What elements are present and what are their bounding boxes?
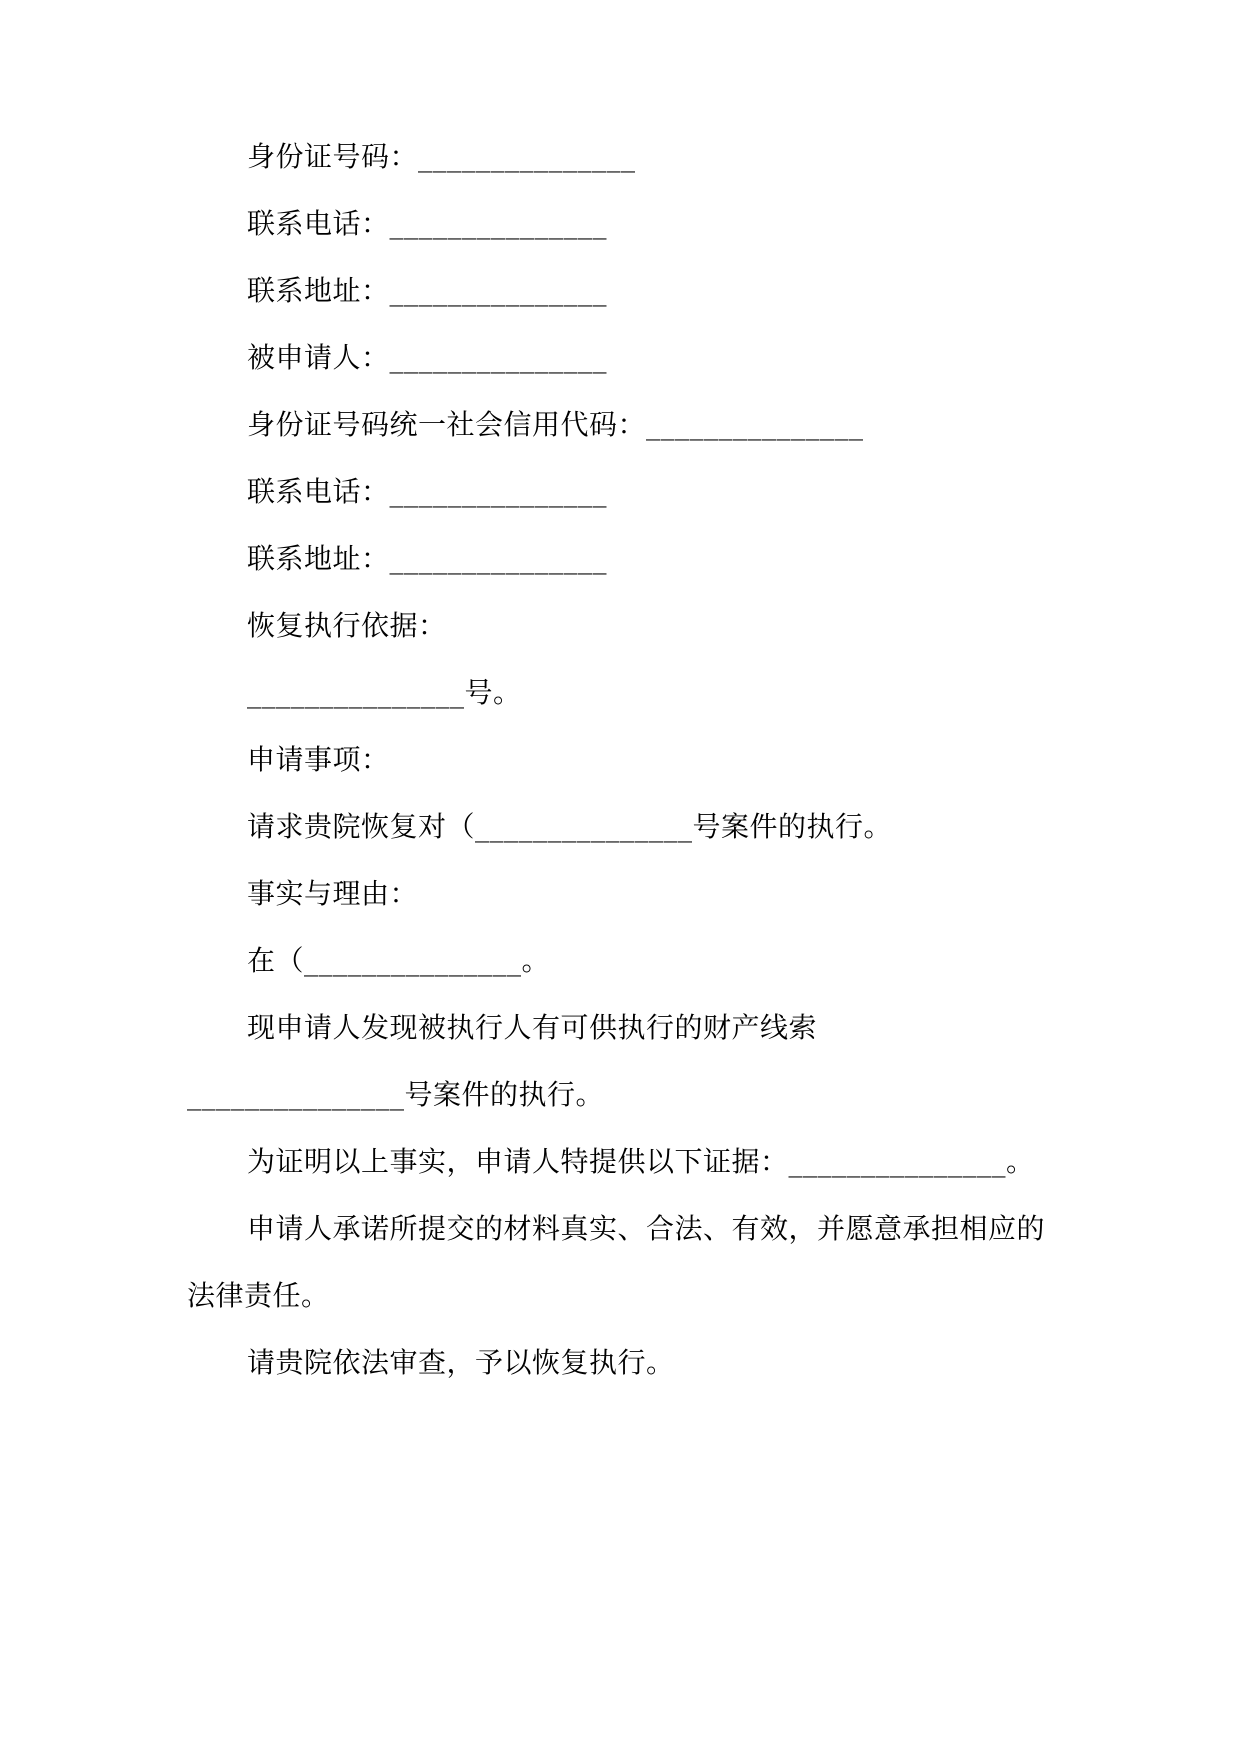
evidence-statement-line: 为证明以上事实，申请人特提供以下证据：_______________。 (247, 1145, 1035, 1178)
execution-basis-heading: 恢复执行依据： (247, 609, 447, 642)
facts-paragraph-2-line-1: 现申请人发现被执行人有可供执行的财产线索 (247, 1011, 818, 1044)
request-items-heading: 申请事项： (247, 743, 390, 776)
facts-paragraph-2-line-2: _______________号案件的执行。 (187, 1078, 605, 1111)
applicant-phone-line: 联系电话：_______________ (247, 207, 608, 240)
facts-paragraph-1: 在（_______________。 (247, 944, 551, 977)
respondent-address-line: 联系地址：_______________ (247, 542, 608, 575)
applicant-id-number-line: 身份证号码：_______________ (247, 140, 636, 173)
facts-reasons-heading: 事实与理由： (247, 877, 419, 910)
respondent-phone-line: 联系电话：_______________ (247, 475, 608, 508)
request-items-text: 请求贵院恢复对（_______________号案件的执行。 (247, 810, 893, 843)
respondent-id-credit-code-line: 身份证号码统一社会信用代码：_______________ (247, 408, 864, 441)
closing-request-line: 请贵院依法审查，予以恢复执行。 (247, 1346, 675, 1379)
applicant-address-line: 联系地址：_______________ (247, 274, 608, 307)
respondent-line: 被申请人：_______________ (247, 341, 608, 374)
execution-basis-number-line: _______________号。 (247, 676, 522, 709)
commitment-line-1: 申请人承诺所提交的材料真实、合法、有效，并愿意承担相应的 (247, 1212, 1046, 1245)
commitment-line-2: 法律责任。 (187, 1279, 330, 1312)
